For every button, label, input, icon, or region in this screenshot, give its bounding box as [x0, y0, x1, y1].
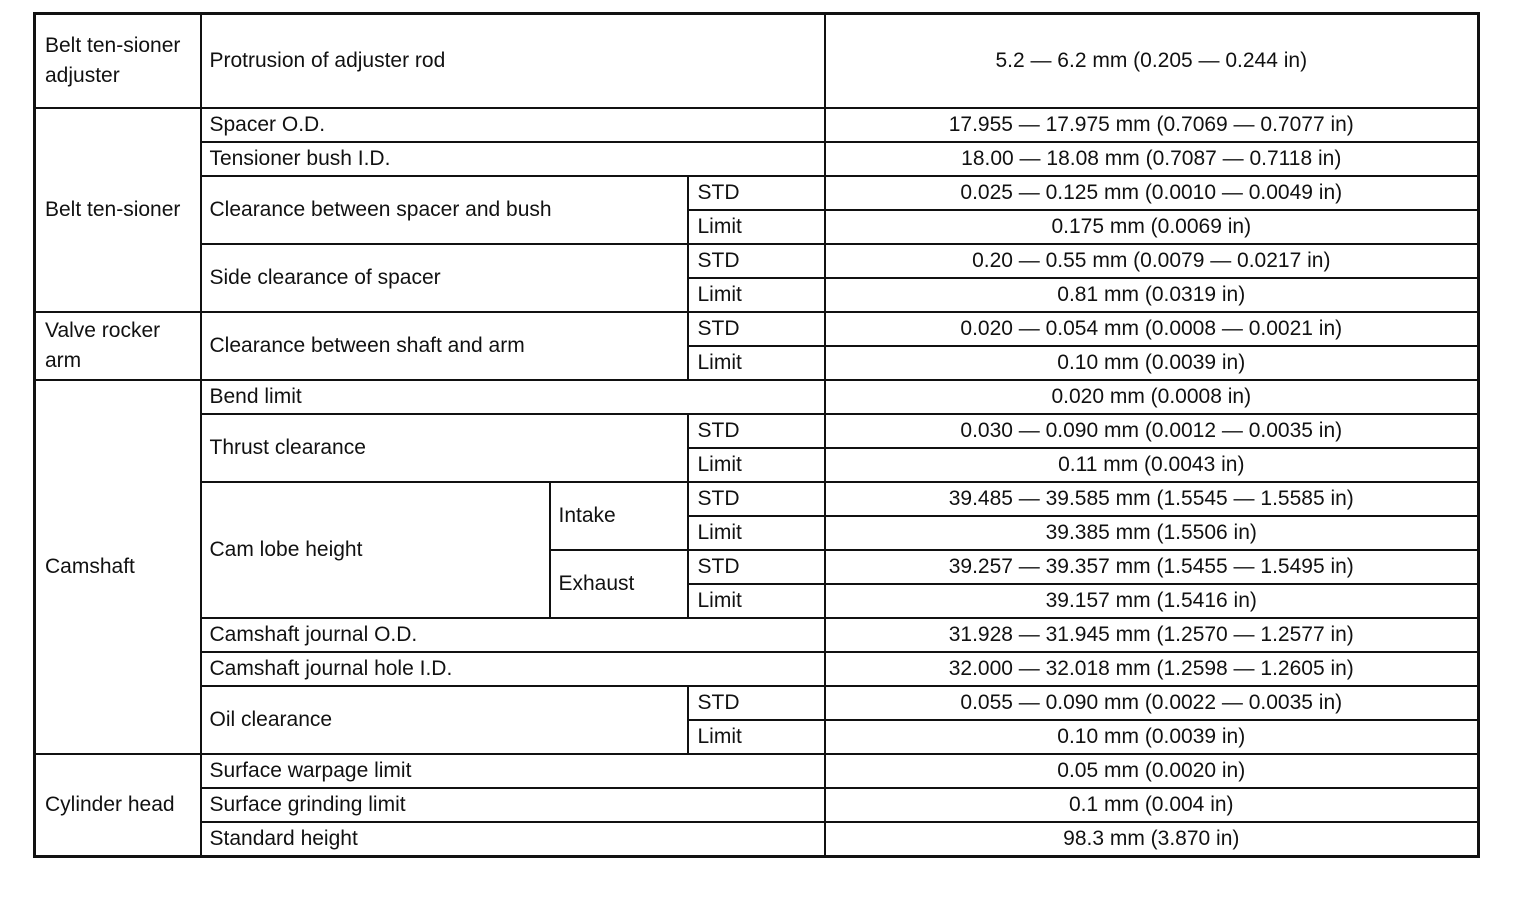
table-row	[35, 142, 1479, 176]
table-row	[35, 14, 1479, 109]
value-side-clearance-std: 0.20 — 0.55 mm (0.0079 — 0.0217 in)	[825, 244, 1479, 278]
item-thrust-clearance: Thrust clearance	[201, 414, 688, 482]
value-surface-grinding-limit: 0.1 mm (0.004 in)	[825, 788, 1479, 822]
table-row	[35, 788, 1479, 822]
table-row	[35, 244, 1479, 278]
value-bend-limit: 0.020 mm (0.0008 in)	[825, 380, 1479, 414]
limit-label: Limit	[688, 584, 825, 618]
std-label: STD	[688, 176, 825, 210]
std-label: STD	[688, 312, 825, 346]
table-row	[35, 686, 1479, 720]
item-side-clearance-of-spacer: Side clearance of spacer	[201, 244, 688, 312]
item-oil-clearance: Oil clearance	[201, 686, 688, 754]
item-camshaft-journal-od: Camshaft journal O.D.	[201, 618, 825, 652]
value-standard-height: 98.3 mm (3.870 in)	[825, 822, 1479, 857]
table-row	[35, 414, 1479, 448]
item-clearance-spacer-bush: Clearance between spacer and bush	[201, 176, 688, 244]
group-label-belt-tensioner: Belt ten-sioner	[35, 108, 201, 312]
value-clearance-shaft-arm-limit: 0.10 mm (0.0039 in)	[825, 346, 1479, 380]
limit-label: Limit	[688, 278, 825, 312]
table-row	[35, 312, 1479, 346]
item-surface-grinding-limit: Surface grinding limit	[201, 788, 825, 822]
item-camshaft-journal-hole-id: Camshaft journal hole I.D.	[201, 652, 825, 686]
value-side-clearance-limit: 0.81 mm (0.0319 in)	[825, 278, 1479, 312]
specification-table	[33, 12, 1480, 858]
value-cam-lobe-intake-limit: 39.385 mm (1.5506 in)	[825, 516, 1479, 550]
value-cam-lobe-intake-std: 39.485 — 39.585 mm (1.5545 — 1.5585 in)	[825, 482, 1479, 516]
table-row	[35, 176, 1479, 210]
table-row	[35, 652, 1479, 686]
value-cam-lobe-exhaust-std: 39.257 — 39.357 mm (1.5455 — 1.5495 in)	[825, 550, 1479, 584]
item-standard-height: Standard height	[201, 822, 825, 857]
group-label-camshaft: Camshaft	[35, 380, 201, 754]
item-cam-lobe-height: Cam lobe height	[201, 482, 550, 618]
limit-label: Limit	[688, 720, 825, 754]
value-camshaft-journal-od: 31.928 — 31.945 mm (1.2570 — 1.2577 in)	[825, 618, 1479, 652]
group-label-belt-tensioner-adjuster: Belt ten-sioner adjuster	[35, 14, 201, 109]
std-label: STD	[688, 686, 825, 720]
item-bend-limit: Bend limit	[201, 380, 825, 414]
std-label: STD	[688, 244, 825, 278]
value-cam-lobe-exhaust-limit: 39.157 mm (1.5416 in)	[825, 584, 1479, 618]
value-surface-warpage-limit: 0.05 mm (0.0020 in)	[825, 754, 1479, 788]
value-protrusion-of-adjuster-rod: 5.2 — 6.2 mm (0.205 — 0.244 in)	[825, 14, 1479, 109]
std-label: STD	[688, 482, 825, 516]
item-spacer-od: Spacer O.D.	[201, 108, 825, 142]
limit-label: Limit	[688, 210, 825, 244]
limit-label: Limit	[688, 448, 825, 482]
table-row	[35, 822, 1479, 857]
group-label-cylinder-head: Cylinder head	[35, 754, 201, 857]
std-label: STD	[688, 550, 825, 584]
value-oil-clearance-std: 0.055 — 0.090 mm (0.0022 — 0.0035 in)	[825, 686, 1479, 720]
table-row	[35, 618, 1479, 652]
item-surface-warpage-limit: Surface warpage limit	[201, 754, 825, 788]
limit-label: Limit	[688, 346, 825, 380]
value-clearance-spacer-bush-limit: 0.175 mm (0.0069 in)	[825, 210, 1479, 244]
table-row	[35, 108, 1479, 142]
value-clearance-shaft-arm-std: 0.020 — 0.054 mm (0.0008 — 0.0021 in)	[825, 312, 1479, 346]
group-label-valve-rocker-arm: Valve rocker arm	[35, 312, 201, 380]
table-row	[35, 754, 1479, 788]
value-thrust-clearance-std: 0.030 — 0.090 mm (0.0012 — 0.0035 in)	[825, 414, 1479, 448]
item-clearance-shaft-arm: Clearance between shaft and arm	[201, 312, 688, 380]
sub-item-intake: Intake	[550, 482, 688, 550]
item-tensioner-bush-id: Tensioner bush I.D.	[201, 142, 825, 176]
value-thrust-clearance-limit: 0.11 mm (0.0043 in)	[825, 448, 1479, 482]
table-row	[35, 380, 1479, 414]
sub-item-exhaust: Exhaust	[550, 550, 688, 618]
table-row	[35, 482, 1479, 516]
item-protrusion-of-adjuster-rod: Protrusion of adjuster rod	[201, 14, 825, 109]
std-label: STD	[688, 414, 825, 448]
limit-label: Limit	[688, 516, 825, 550]
value-camshaft-journal-hole-id: 32.000 — 32.018 mm (1.2598 — 1.2605 in)	[825, 652, 1479, 686]
value-clearance-spacer-bush-std: 0.025 — 0.125 mm (0.0010 — 0.0049 in)	[825, 176, 1479, 210]
value-tensioner-bush-id: 18.00 — 18.08 mm (0.7087 — 0.7118 in)	[825, 142, 1479, 176]
value-spacer-od: 17.955 — 17.975 mm (0.7069 — 0.7077 in)	[825, 108, 1479, 142]
value-oil-clearance-limit: 0.10 mm (0.0039 in)	[825, 720, 1479, 754]
